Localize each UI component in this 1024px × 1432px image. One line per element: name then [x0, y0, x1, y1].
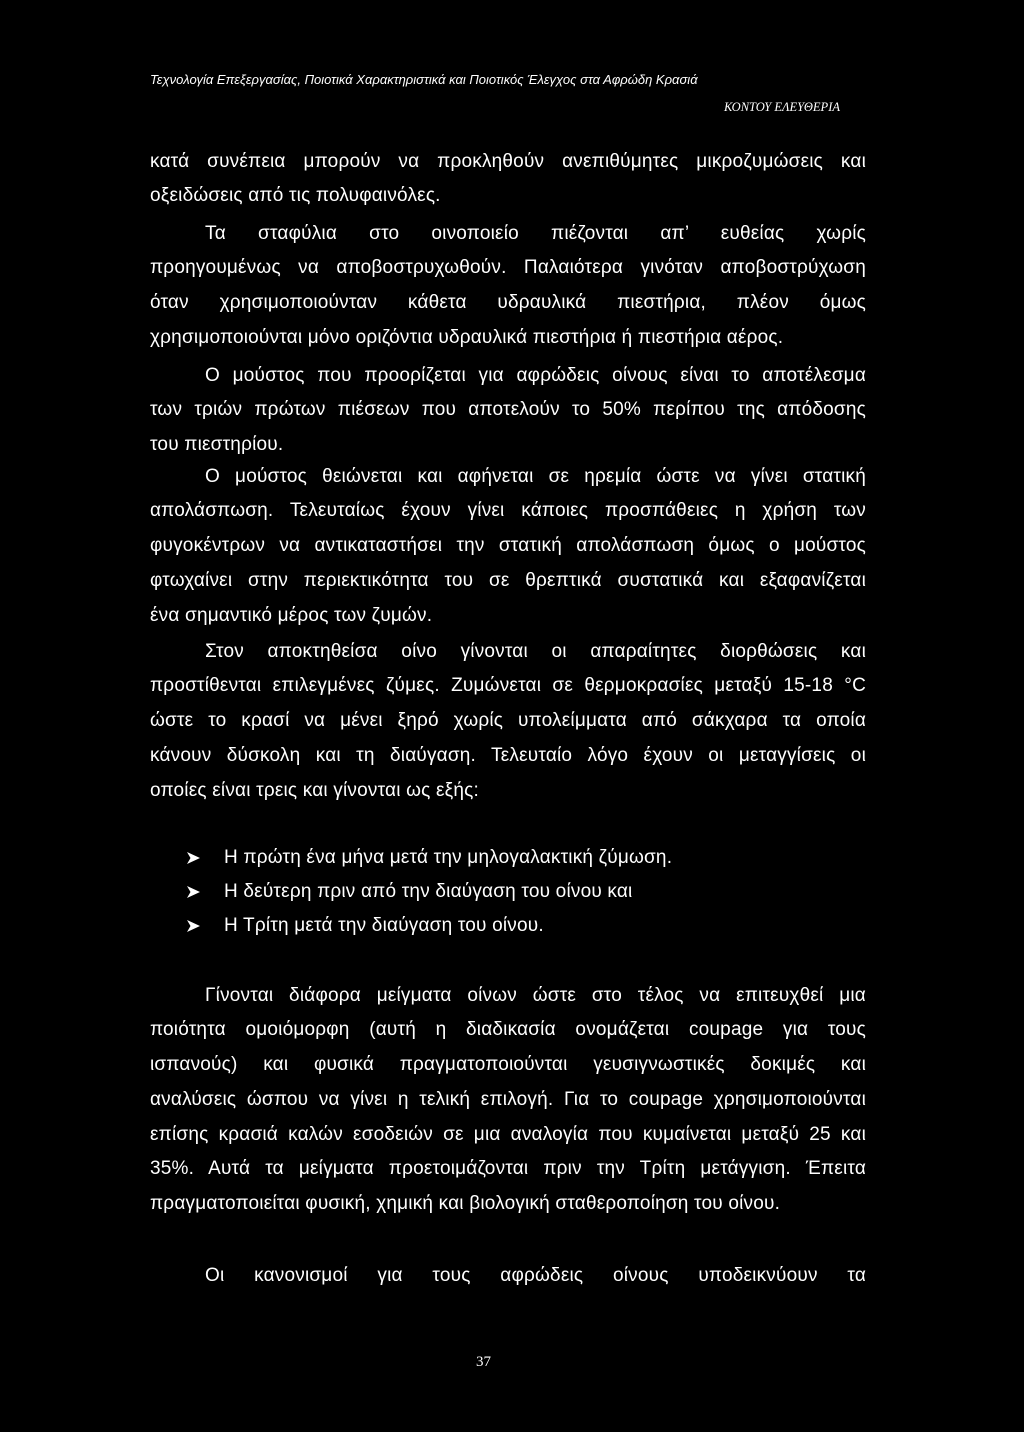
paragraph: [150, 359, 866, 463]
text-line: των τριών πρώτων πιέσεων που αποτελούν το 50% περίπου της απόδοσης: [150, 399, 866, 421]
list-item-text: Η πρώτη ένα μήνα μετά την μηλογαλακτική ζύμωση.: [224, 846, 673, 868]
author-name: ΚΟΝΤΟΥ ΕΛΕΥΘΕΡΙΑ: [724, 100, 840, 114]
page-number: 37: [476, 1354, 491, 1370]
text-line: ένα σημαντικό μέρος των ζυμών.: [150, 604, 433, 626]
text-line: κάνουν δύσκολη και τη διαύγαση. Τελευταίο λόγο έχουν οι μεταγγίσεις οι: [150, 744, 866, 766]
text-line: προηγουμένως να αποβοστρυχωθούν. Παλαιότερα γινόταν αποβοστρύχωση: [150, 257, 866, 279]
text-line: Οι κανονισμοί για τους αφρώδεις οίνους υποδεικνύουν τα: [205, 1264, 866, 1286]
bullet-list: [0, 841, 1024, 943]
list-item: [0, 875, 1024, 909]
text-line: 35%. Αυτά τα μείγματα προετοιμάζονται πριν την Τρίτη μετάγγιση. Έπειτα: [150, 1158, 866, 1180]
arrow-bullet-icon: [187, 886, 200, 898]
text-line: αναλύσεις ώσπου να γίνει η τελική επιλογή. Για το coupage χρησιμοποιούνται: [150, 1088, 866, 1110]
text-line: χρησιμοποιούνται μόνο οριζόντια υδραυλικά πιεστήρια ή πιεστήρια αέρος.: [150, 326, 784, 348]
arrow-bullet-icon: [187, 920, 200, 932]
text-line: ώστε το κρασί να μένει ξηρό χωρίς υπολείμματα από σάκχαρα τα οποία: [150, 710, 866, 732]
text-line: προστίθενται επιλεγμένες ζύμες. Ζυμώνεται σε θερμοκρασίες μεταξύ 15-18 °C: [150, 675, 866, 697]
text-line: Ο μούστος που προορίζεται για αφρώδεις οίνους είναι το αποτέλεσμα: [205, 364, 866, 386]
paragraph: [150, 145, 866, 215]
text-line: φτωχαίνει στην περιεκτικότητα του σε θρεπτικά συστατικά και εξαφανίζεται: [150, 569, 866, 591]
paragraph: [150, 460, 866, 634]
text-line: ποιότητα ομοιόμορφη (αυτή η διαδικασία ονομάζεται coupage για τους: [150, 1019, 866, 1041]
paragraph: [150, 979, 866, 1223]
paragraph: [150, 1259, 866, 1294]
list-item-text: Η Τρίτη μετά την διαύγαση του οίνου.: [224, 914, 544, 936]
text-line: Γίνονται διάφορα μείγματα οίνων ώστε στο τέλος να επιτευχθεί μια: [205, 984, 866, 1006]
text-line: ισπανούς) και φυσικά πραγματοποιούνται γευσιγνωστικές δοκιμές και: [150, 1054, 866, 1076]
text-line: όταν χρησιμοποιούνταν κάθετα υδραυλικά πιεστήρια, πλέον όμως: [150, 292, 866, 314]
paragraph: [150, 217, 866, 356]
running-title: Τεχνολογία Επεξεργασίας, Ποιοτικά Χαρακτηριστικά και Ποιοτικός Έλεγχος στα Αφρώδη Κρασιά: [150, 72, 698, 87]
text-line: επίσης κρασιά καλών εσοδειών σε μια αναλογία που κυμαίνεται μεταξύ 25 και: [150, 1123, 866, 1145]
text-line: Ο μούστος θειώνεται και αφήνεται σε ηρεμία ώστε να γίνει στατική: [205, 465, 866, 487]
text-line: Στον αποκτηθείσα οίνο γίνονται οι απαραίτητες διορθώσεις και: [205, 640, 866, 662]
list-item-text: Η δεύτερη πριν από την διαύγαση του οίνου και: [224, 880, 633, 902]
text-line: πραγματοποιείται φυσική, χημική και βιολογική σταθεροποίηση του οίνου.: [150, 1193, 781, 1215]
arrow-bullet-icon: [187, 852, 200, 864]
paragraph: [150, 635, 866, 809]
text-line: οξειδώσεις από τις πολυφαινόλες.: [150, 185, 441, 207]
text-line: φυγοκέντρων να αντικαταστήσει την στατική απολάσπωση όμως ο μούστος: [150, 535, 866, 557]
list-item: [0, 909, 1024, 943]
text-line: οποίες είναι τρεις και γίνονται ως εξής:: [150, 779, 479, 801]
text-line: Τα σταφύλια στο οινοποιείο πιέζονται απ’ ευθείας χωρίς: [205, 222, 866, 244]
text-line: απολάσπωση. Τελευταίως έχουν γίνει κάποιες προσπάθειες η χρήση των: [150, 500, 866, 522]
list-item: [0, 841, 1024, 875]
text-line: του πιεστηρίου.: [150, 434, 284, 456]
text-line: κατά συνέπεια μπορούν να προκληθούν ανεπιθύμητες μικροζυμώσεις και: [150, 150, 866, 172]
